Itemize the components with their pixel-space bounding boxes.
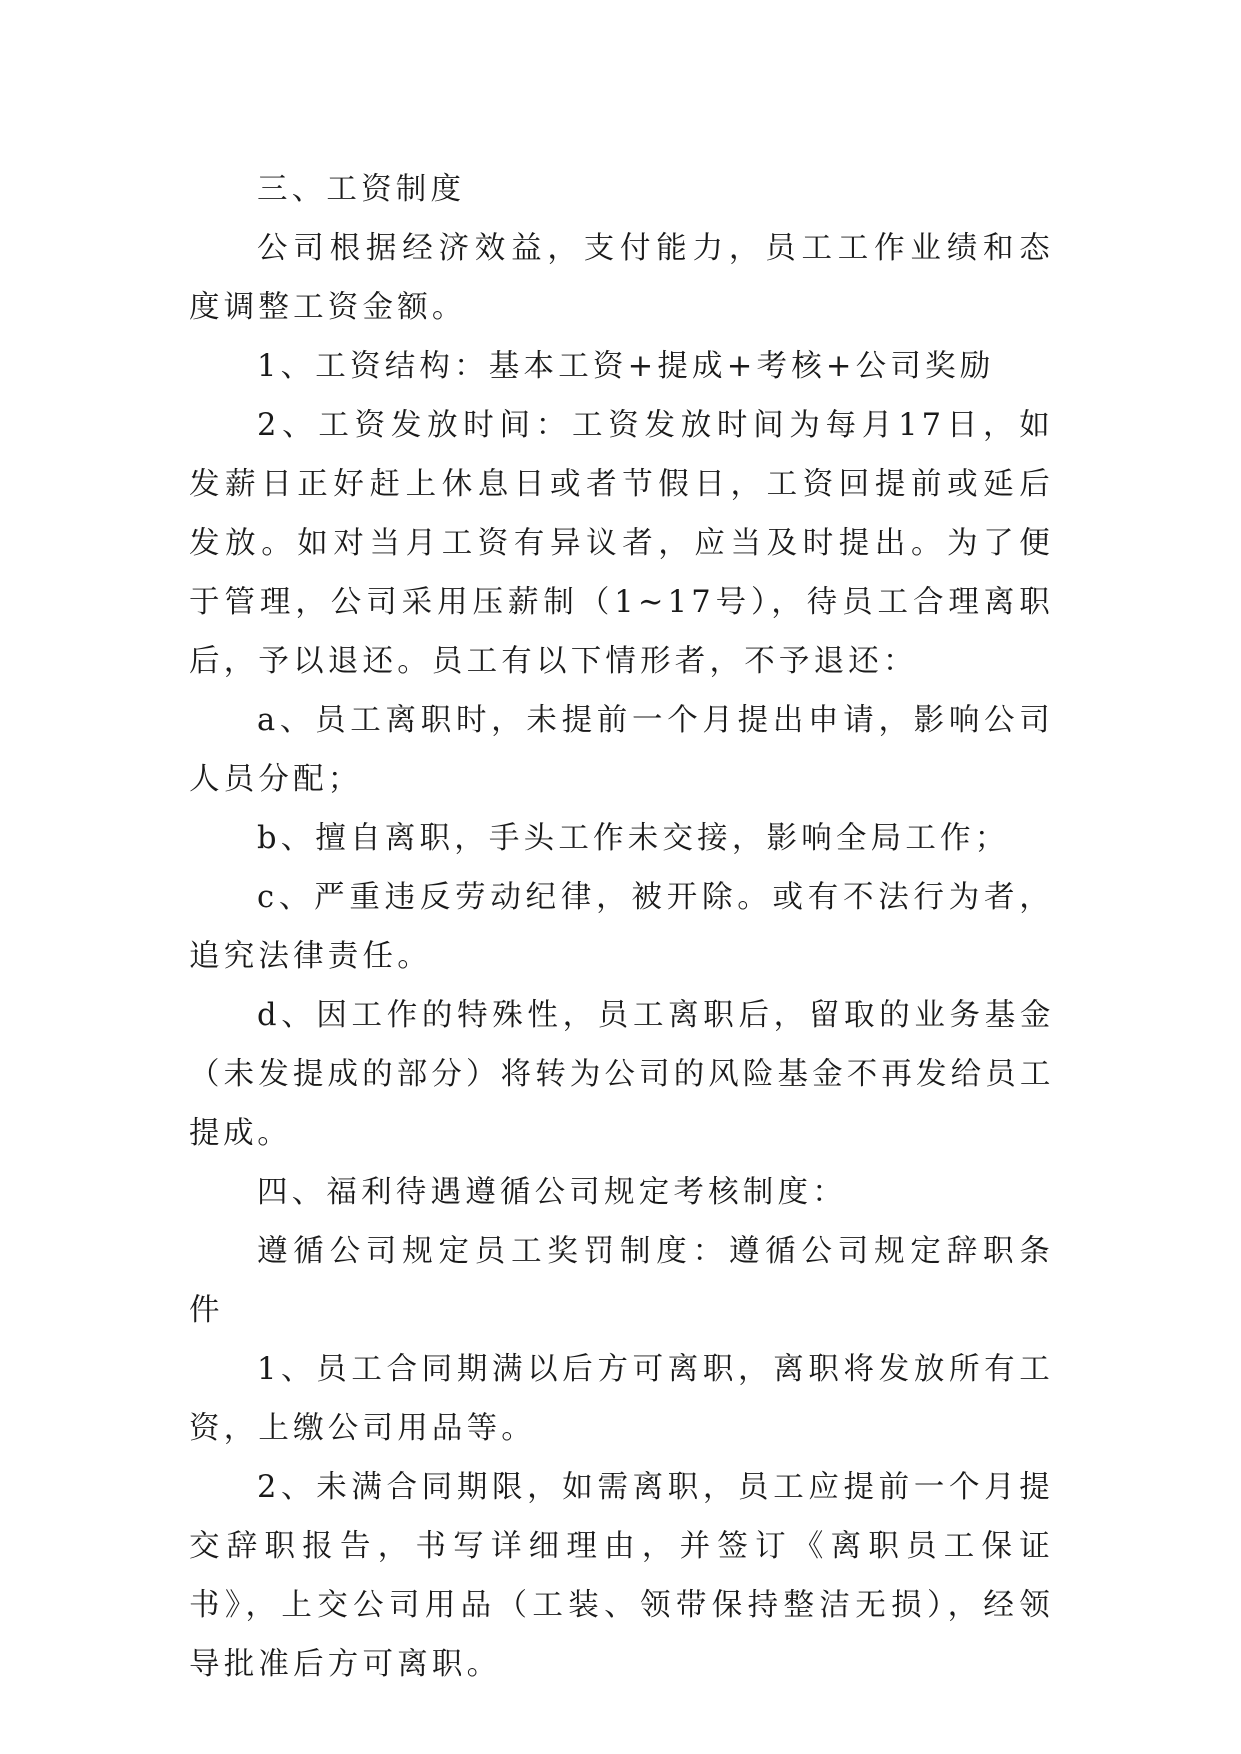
list-item-a: a、员工离职时，未提前一个月提出申请，影响公司人员分配； — [189, 703, 1054, 797]
paragraph-resign-rule-1: 1、员工合同期满以后方可离职，离职将发放所有工资，上缴公司用品等。 — [189, 1352, 1054, 1446]
list-item-b: b、擅自离职，手头工作未交接，影响全局工作； — [257, 821, 1010, 856]
list-item-d: d、因工作的特殊性，员工离职后，留取的业务基金（未发提成的部分）将转为公司的风险基金不再发给员工提成。 — [189, 998, 1054, 1151]
paragraph-rewards-rules: 遵循公司规定员工奖罚制度：遵循公司规定辞职条件 — [189, 1234, 1054, 1328]
paragraph-salary-structure: 1、工资结构：基本工资+提成+考核+公司奖励 — [257, 349, 995, 384]
section-heading-benefits: 四、福利待遇遵循公司规定考核制度： — [257, 1175, 847, 1210]
paragraph-payment-time: 2、工资发放时间：工资发放时间为每月17日，如发薪日正好赶上休息日或者节假日，工资回提前或延后发放。如对当月工资有异议者，应当及时提出。为了便于管理，公司采用压薪制（1~17号），待员工合理离职后，予以退还。员工有以下情形者，不予退还： — [189, 408, 1054, 679]
document-page — [189, 160, 1054, 1694]
paragraph-resign-rule-2: 2、未满合同期限，如需离职，员工应提前一个月提交辞职报告，书写详细理由，并签订《离职员工保证书》，上交公司用品（工装、领带保持整洁无损），经领导批准后方可离职。 — [189, 1470, 1054, 1682]
section-heading-salary: 三、工资制度 — [257, 172, 466, 207]
paragraph-salary-basis: 公司根据经济效益，支付能力，员工工作业绩和态度调整工资金额。 — [189, 231, 1054, 325]
list-item-c: c、严重违反劳动纪律，被开除。或有不法行为者，追究法律责任。 — [189, 880, 1054, 974]
